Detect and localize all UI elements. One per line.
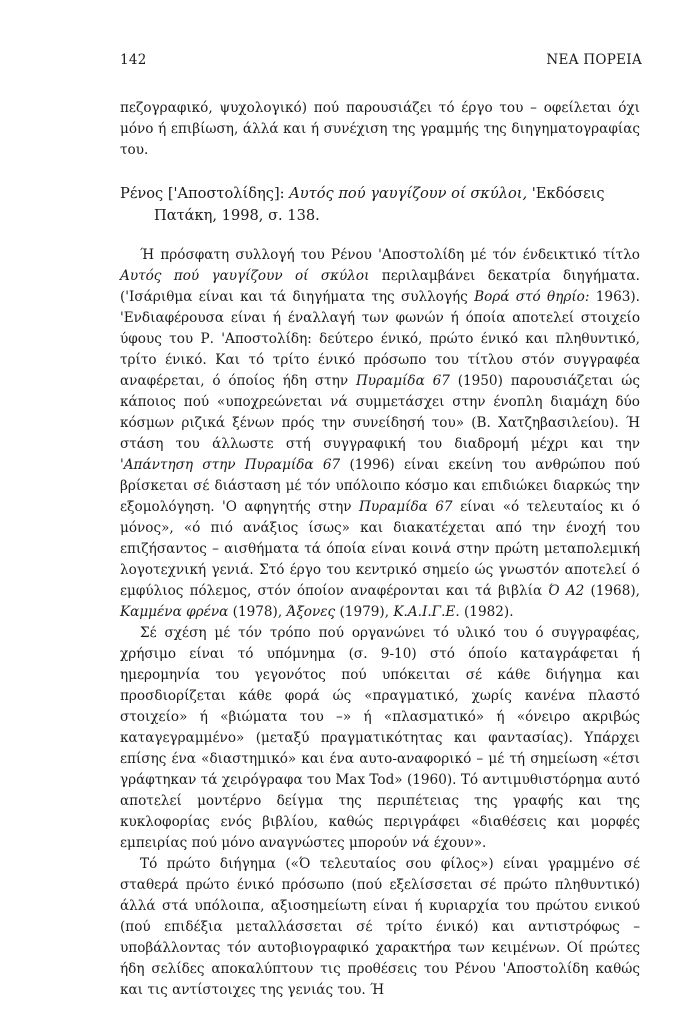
journal-title: ΝΕΑ ΠΟΡΕΙΑ: [546, 52, 642, 68]
review-author: Ρένος ['Αποστολίδης]:: [120, 185, 285, 202]
text-run: (1978),: [232, 604, 283, 620]
italic-title: Άξονες: [286, 604, 336, 620]
italic-title: Πυραμίδα 67: [355, 373, 450, 389]
text-run: (1950) παρουσιάζεται ώς κάποιος πού «υποχρεώνεται νά συμμετάσχει στην ένοπλη διαμάχη δύο κόσμων ριζικά ξένων πρός την συνείδησή του» (Β. Χατζηβασιλείου). Ή στάση του άλλωστε στή συγγραφική του διαδρομή μέχρι και την: [120, 373, 640, 452]
italic-title: 'Απάντηση στην Πυραμίδα 67: [120, 457, 341, 473]
text-run: Ή πρόσφατη συλλογή του Ρένου 'Αποστολίδη μέ τόν ένδεικτικό τίτλο: [140, 247, 640, 263]
italic-title: Κ.Α.Ι.Γ.Ε.: [393, 604, 460, 620]
italic-title: Καμμένα φρένα: [120, 604, 229, 620]
review-heading: [120, 183, 640, 227]
body-text: [120, 98, 640, 1001]
continuation-paragraph: πεζογραφικό, ψυχολογικό) πού παρουσιάζει τό έργο του – οφείλεται όχι μόνο ή επιβίωση, άλλά και ή συνέχιση της γραμμής της διηγηματογραφίας του.: [120, 100, 640, 158]
text-run: περιλαμβάνει δεκατρία διηγήματα. ('Ισάριθμα είναι και τά διηγήματα της συλλογής: [120, 268, 640, 305]
paragraph-1: [120, 245, 640, 623]
italic-title: Βορά στό θηρίο:: [474, 289, 590, 305]
paragraph-3: Τό πρώτο διήγημα («Ό τελευταίος σου φίλος») είναι γραμμένο σέ σταθερά πρώτο ένικό πρόσωπο (πού εξελίσσεται σέ πρώτο πληθυντικό) άλλά στά υπόλοιπα, αξιοσημείωτη είναι ή κυριαρχία του πρώτου ενικού (πού επιδέξια μεταλλάσσεται σέ τρίτο ένικό) και αντιστρόφως – υποβάλλοντας τόν αυτοβιογραφικό χαρακτήρα των κειμένων. Οί πρώτες ήδη σελίδες αποκαλύπτουν τις προθέσεις του Ρένου 'Αποστολίδη καθώς και τις αντίστοιχες της γενιάς του. Ή: [120, 856, 640, 998]
text-run: είναι «ό τελευταίος κι ό μόνος», «ό πιό ανάξιος ίσως» και διακατέχεται από την ένοχή του επιζήσαντος – αισθήματα τά όποία είναι κοινά στην πρώτη μεταπολεμική λογοτεχνική γενιά. Στό έργο του κεντρικό σημείο ώς γνωστόν αποτελεί ό εμφύλιος πόλεμος, στόν όποίον αναφέρονται και τά βιβλία: [120, 499, 641, 599]
text-run: 1963). 'Ενδιαφέρουσα είναι ή έναλλαγή των φωνών ή όποία αποτελεί στοιχείο ύφους του Ρ. 'Αποστολίδη: δεύτερο ένικό, πρώτο ένικό και πληθυντικό, τρίτο ένικό. Και τό τρίτο ένικό πρόσωπο του τίτλου στόν συγγραφέα αναφέρεται, ό όποίος ήδη στην: [120, 289, 640, 389]
italic-title: Πυραμίδα 67: [358, 499, 453, 515]
running-head: [120, 52, 642, 68]
review-publisher: 'Εκδόσεις Πατάκη, 1998, σ. 138.: [154, 185, 605, 224]
paragraph-2: Σέ σχέση μέ τόν τρόπο πού οργανώνει τό υλικό του ό συγγραφέας, χρήσιμο είναι τό υπόμνημα (σ. 9-10) στό όποίο καταγράφεται ή ημερομηνία του γεγονότος πού υπόκειται σέ κάθε διήγημα και προσδιορίζεται κάθε φορά ώς «πραγματικό, χωρίς κανένα πλαστό στοιχείο» ή «βιώματα του –» ή «πλασματικό» ή «όνειρο ακριβώς καταγεγραμμένο» (μεταξύ πραγματικότητας και φαντασίας). Υπάρχει επίσης ένα «διαστημικό» και ένα αυτο-αναφορικό – μέ τή σημείωση «έτσι γράφτηκαν τά χειρόγραφα του Max Tod» (1960). Τό αντιμυθιστόρημα αυτό αποτελεί μοντέρνο δείγμα της περιπέτειας της γραφής και της κυκλοφορίας ενός βιβλίου, καθώς περιγράφει «διαθέσεις και μορφές εμπειρίας πού μόνο αναγνώστες μπορούν νά έχουν».: [120, 625, 640, 851]
text-run: (1996) είναι εκείνη του ανθρώπου πού βρίσκεται σέ διάσταση μέ τόν υπόλοιπο κόσμο και επιδιώκει διαρκώς την εξομολόγηση. 'Ο αφηγητής στην: [120, 457, 640, 515]
review-book-title: Αυτός πού γαυγίζουν οί σκύλοι,: [289, 185, 528, 202]
italic-title: Αυτός πού γαυγίζουν οί σκύλοι: [120, 268, 370, 284]
page-number: 142: [120, 52, 147, 68]
text-run: (1982).: [464, 604, 514, 620]
text-run: (1968),: [590, 583, 640, 599]
italic-title: Ό Α2: [548, 583, 585, 599]
text-run: (1979),: [339, 604, 390, 620]
